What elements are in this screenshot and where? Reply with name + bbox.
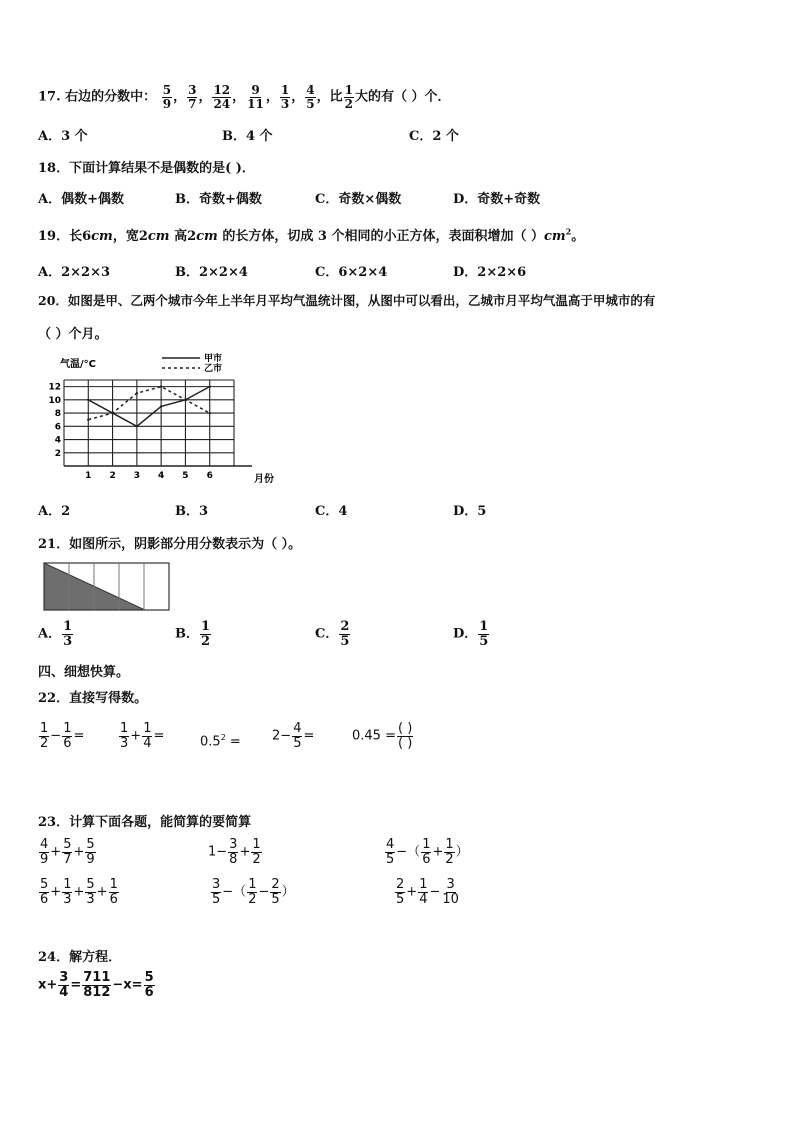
q23-expr-3: $\frac{4}{5}$ −（ $\frac{1}{6}$ + $\frac{1}{2}$ ）	[386, 837, 469, 867]
q17-option-c[interactable]: C．2 个	[409, 129, 459, 144]
y-tick-label: 10	[48, 395, 61, 406]
q23-expr-6: $\frac{2}{5}$ + $\frac{1}{4}$ − $\frac{3}{10}$	[396, 877, 459, 907]
y-tick-label: 2	[54, 448, 61, 459]
x-axis-label: 月份	[254, 474, 274, 485]
series-line-jia	[88, 387, 209, 427]
q22-item-b: $\frac{1}{3}$ + $\frac{1}{4}$ =	[120, 721, 165, 751]
data-point	[87, 418, 89, 420]
q20-option-b[interactable]: B．3	[175, 504, 209, 519]
shaded-rectangle-figure	[43, 562, 171, 612]
q17-frac-4: $\frac{9}{11}$	[247, 83, 264, 111]
q17-frac-2: $\frac{3}{7}$	[188, 83, 197, 111]
data-point	[184, 399, 186, 401]
q17-compare-frac: $\frac{1}{2}$	[344, 83, 354, 111]
q23-expr-2: 1− $\frac{3}{8}$ + $\frac{1}{2}$	[208, 837, 261, 867]
data-point	[209, 412, 211, 414]
q23-expr-1: $\frac{4}{9}$ + $\frac{5}{7}$ + $\frac{5}{9}$	[40, 837, 95, 867]
q18-option-a[interactable]: A．偶数+偶数	[38, 192, 124, 207]
q21-option-b[interactable]: B． $\frac{1}{2}$	[175, 619, 211, 649]
q20-option-d[interactable]: D．5	[453, 504, 487, 519]
q21-option-c[interactable]: C． $\frac{2}{5}$	[315, 619, 350, 649]
q17-frac-1: $\frac{5}{9}$	[162, 83, 172, 111]
q19-option-b[interactable]: B．2×2×4	[175, 265, 248, 280]
x-tick-label: 4	[158, 471, 165, 481]
q18-option-c[interactable]: C．奇数×偶数	[315, 192, 402, 207]
y-tick-label: 6	[54, 422, 61, 433]
section-heading: 四、细想快算。	[38, 665, 130, 680]
x-tick-label: 6	[206, 471, 213, 481]
data-point	[136, 392, 138, 394]
data-point	[87, 399, 89, 401]
q17-option-a[interactable]: A．3 个	[38, 129, 88, 144]
q19-option-a[interactable]: A．2×2×3	[38, 265, 111, 280]
q23-title: 23．计算下面各题，能简算的要简算	[38, 815, 252, 830]
q22-item-e: 0.45 = $\frac{( )}{( )}$	[352, 721, 413, 751]
data-point	[209, 385, 211, 387]
q20-option-c[interactable]: C．4	[315, 504, 348, 519]
q21-text: 21．如图所示，阴影部分用分数表示为（ ）。	[38, 537, 302, 552]
y-tick-label: 8	[54, 409, 61, 420]
q19-option-d[interactable]: D．2×2×6	[453, 265, 527, 280]
q17-option-b[interactable]: B．4 个	[222, 129, 273, 144]
q19-text: 19．长6cm，宽2cm 高2cm 的长方体，切成 3 个相同的小正方体，表面积增加（ ）$cm^2$。	[38, 226, 585, 244]
q20-option-a[interactable]: A．2	[38, 504, 71, 519]
q17-frac-3: $\frac{12}{24}$	[213, 83, 231, 111]
q24-equation: x+ $\frac{3}{4}$ = $\frac{711}{812}$ −x= $\frac{5}{6}$	[38, 970, 154, 1000]
q23-expr-5: $\frac{3}{5}$ −（ $\frac{1}{2}$ − $\frac{2}{5}$ ）	[212, 877, 295, 907]
q18-text: 18．下面计算结果不是偶数的是( )．	[38, 161, 255, 176]
q20-text-line2: （ ）个月。	[38, 327, 108, 342]
q22-title: 22．直接写得数。	[38, 691, 148, 706]
q18-option-b[interactable]: B．奇数+偶数	[175, 192, 262, 207]
data-point	[160, 385, 162, 387]
x-tick-label: 3	[133, 471, 140, 481]
q24-title: 24．解方程．	[38, 950, 122, 965]
q17-label: 17.	[38, 89, 61, 105]
data-point	[136, 425, 138, 427]
q22-item-d: 2− $\frac{4}{5}$ =	[272, 721, 315, 751]
x-tick-label: 5	[182, 471, 189, 481]
q19-option-c[interactable]: C．6×2×4	[315, 265, 388, 280]
series-line-yi	[88, 387, 209, 420]
q17-line: 17. 右边的分数中： $\frac{5}{9}$ ， $\frac{3}{7}$ ， $\frac{12}{24}$ ， $\frac{9}{11}$ ， $\frac{1}{3}$ ， $\frac{4}{5}$ ，比 $\frac{1}{2}$ 大的有（ ）个．	[38, 83, 451, 111]
data-point	[111, 412, 113, 414]
q20-text-line1: 20．如图是甲、乙两个城市今年上半年月平均气温统计图，从图中可以看出，乙城市月平均气温高于甲城市的有	[38, 293, 656, 308]
q22-item-c: $0.5^2$ =	[200, 733, 241, 750]
y-tick-label: 4	[54, 435, 61, 446]
q21-option-d[interactable]: D． $\frac{1}{5}$	[453, 619, 489, 649]
q23-expr-4: $\frac{5}{6}$ + $\frac{1}{3}$ + $\frac{5}{3}$ + $\frac{1}{6}$	[40, 877, 118, 907]
q22-item-a: $\frac{1}{2}$ − $\frac{1}{6}$ =	[40, 721, 85, 751]
legend-label: 乙市	[204, 364, 223, 374]
data-point	[160, 405, 162, 407]
x-tick-label: 1	[85, 471, 92, 481]
q21-option-a[interactable]: A． $\frac{1}{3}$	[38, 619, 73, 649]
y-axis-label: 气温/°C	[60, 359, 96, 370]
q17-frac-6: $\frac{4}{5}$	[306, 83, 315, 111]
x-tick-label: 2	[109, 471, 116, 481]
legend-label: 甲市	[204, 354, 223, 364]
temperature-chart	[38, 350, 298, 490]
q17-intro: 右边的分数中：	[65, 89, 157, 105]
y-tick-label: 12	[48, 382, 61, 393]
q18-option-d[interactable]: D．奇数+奇数	[453, 192, 541, 207]
q17-frac-5: $\frac{1}{3}$	[280, 83, 290, 111]
